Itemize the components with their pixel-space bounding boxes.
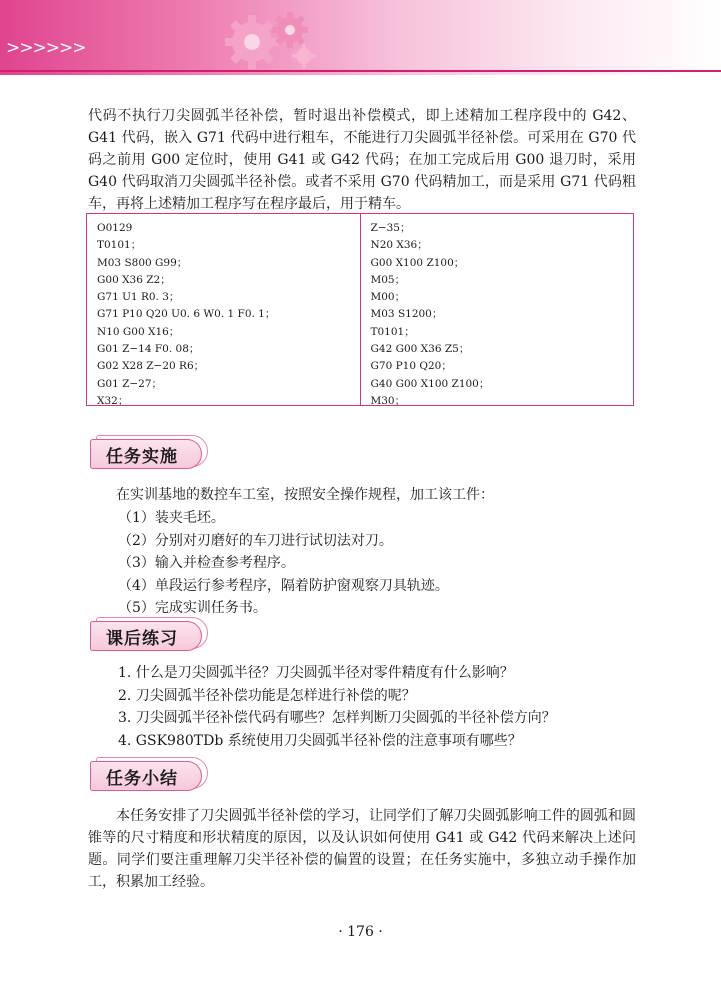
list-item: （1）装夹毛坯。 — [118, 510, 225, 526]
header-band — [0, 0, 721, 75]
code-line: G00 X100 Z100； — [370, 256, 465, 269]
section-title: 任务小结 — [106, 769, 178, 789]
section-title: 任务实施 — [106, 447, 178, 467]
code-line: T0101； — [97, 239, 142, 252]
intro-paragraph: 代码不执行刀尖圆弧半径补偿，暂时退出补偿模式，即上述精加工程序段中的 G42、G41 代码，嵌入 G71 代码中进行粗车，不能进行刀尖圆弧半径补偿。可采用在 G70 代码之前用 G00 定位时，使用 G41 或 G42 代码；在加工完成后用 G00 退刀时，采用 G40 代码取消刀尖圆弧半径补偿。或者不采用 G70 代码精加工，而是采用 G71 代码粗车，再将上述精加工程序写在程序最后，用于精车。 — [88, 108, 636, 212]
code-line: G00 X36 Z2； — [97, 273, 171, 286]
task-steps-list — [118, 507, 449, 620]
exercise-list — [118, 662, 556, 752]
code-line: G71 U1 R0. 3； — [97, 291, 180, 304]
list-item: 1. 什么是刀尖圆弧半径？刀尖圆弧半径对零件精度有什么影响？ — [118, 665, 514, 681]
code-line: G71 P10 Q20 U0. 6 W0. 1 F0. 1； — [97, 308, 276, 321]
section-heading-task — [90, 437, 210, 471]
code-line: G42 G00 X36 Z5； — [370, 343, 470, 356]
program-listing-right-column — [361, 214, 634, 405]
code-line: G01 Z−27； — [97, 377, 163, 390]
code-line: Z−35； — [370, 222, 411, 234]
list-item: （5）完成实训任务书。 — [118, 600, 267, 616]
code-line: M30； — [370, 394, 406, 407]
list-item: （4）单段运行参考程序，隔着防护窗观察刀具轨迹。 — [118, 577, 449, 594]
summary-paragraph: 本任务安排了刀尖圆弧半径补偿的学习，让同学们了解刀尖圆弧影响工件的圆弧和圆锥等的尺寸精度和形状精度的原因，以及认识如何使用 G41 或 G42 代码来解决上述问题。同学们要注重理解刀尖半径补偿的偏置的设置；在任务实施中，多独立动手操作加工，积累加工经验。 — [88, 808, 636, 890]
code-line: T0101； — [370, 325, 415, 338]
code-line: N20 X36； — [370, 239, 428, 252]
code-line: G02 X28 Z−20 R6； — [97, 360, 205, 373]
code-line: N10 G00 X16； — [97, 325, 180, 338]
code-line: G40 G00 X100 Z100； — [370, 377, 490, 390]
list-item: 2. 刀尖圆弧半径补偿功能是怎样进行补偿的呢？ — [118, 687, 416, 704]
section-heading-summary — [90, 759, 210, 793]
code-line: M00； — [370, 291, 406, 304]
header-rule — [0, 70, 721, 72]
list-item: （3）输入并检查参考程序。 — [118, 555, 295, 571]
section-title: 课后练习 — [106, 629, 178, 649]
gear-icon — [218, 6, 328, 72]
section-heading-exercise — [90, 619, 210, 653]
list-item: 4. GSK980TDb 系统使用刀尖圆弧半径补偿的注意事项有哪些？ — [118, 732, 522, 749]
code-line: M03 S800 G99； — [97, 256, 188, 269]
program-listing-left-column — [87, 214, 361, 405]
code-line: X32； — [97, 394, 129, 407]
list-item: （2）分别对刃磨好的车刀进行试切法对刀。 — [118, 532, 393, 549]
code-line: M05； — [370, 273, 406, 286]
code-line: G70 P10 Q20； — [370, 360, 452, 373]
list-item: 3. 刀尖圆弧半径补偿代码有哪些？怎样判断刀尖圆弧的半径补偿方向？ — [118, 710, 556, 726]
code-line: G01 Z−14 F0. 08； — [97, 343, 200, 356]
page-number: · 176 · — [338, 924, 383, 940]
code-line: O0129 — [97, 222, 133, 234]
program-listing — [86, 213, 634, 406]
task-intro: 在实训基地的数控车工室，按照安全操作规程，加工该工件： — [116, 487, 494, 503]
header-arrows: >>>>>> — [6, 38, 86, 58]
code-line: M03 S1200； — [370, 308, 443, 321]
